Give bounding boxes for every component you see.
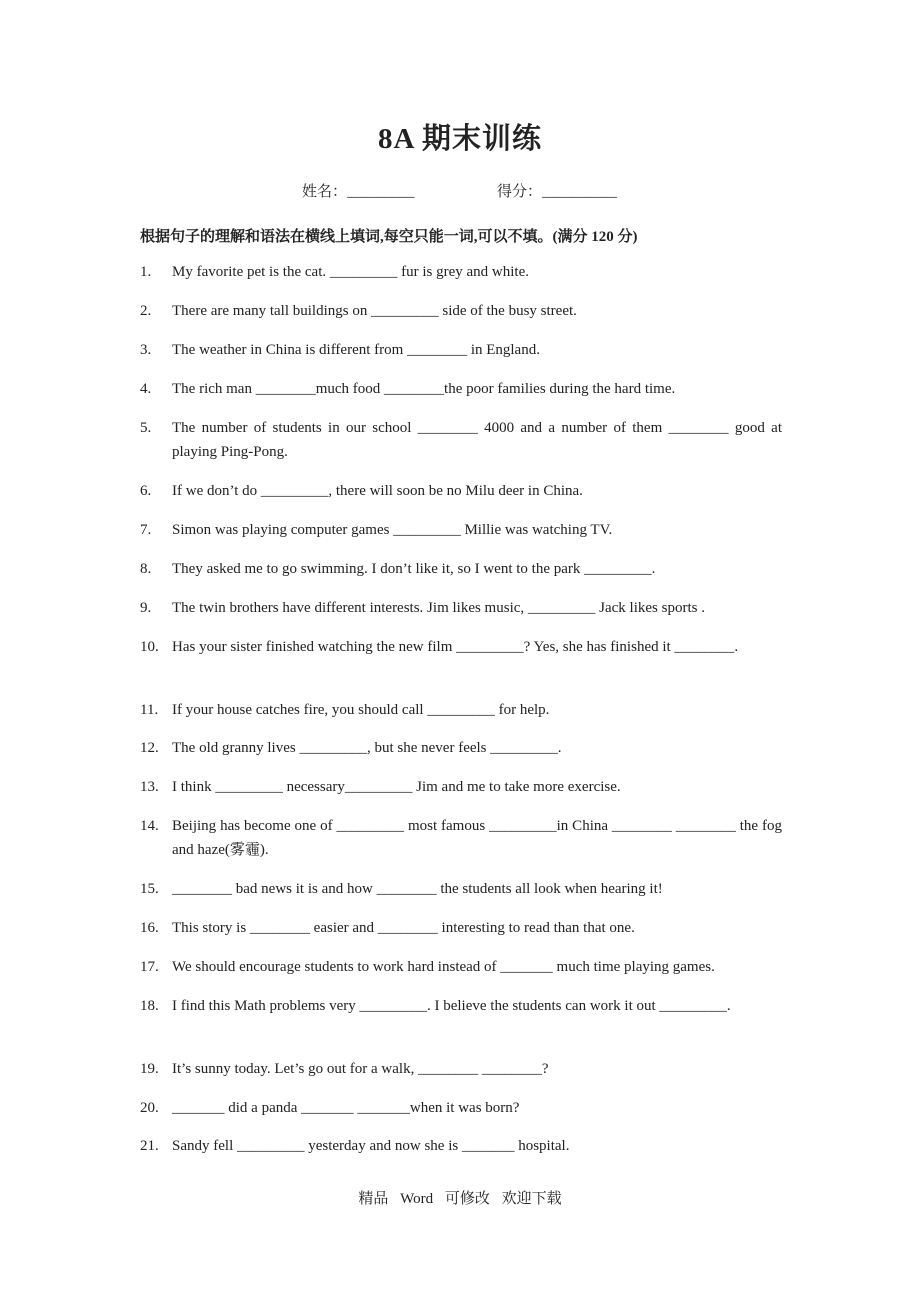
question-number: 17. — [140, 959, 159, 975]
question-item — [140, 1096, 782, 1120]
question-text: _______ did a panda _______ _______when it was born? — [172, 1100, 520, 1116]
question-item — [140, 635, 782, 659]
question-text: Beijing has become one of _________ most famous _________in China ________ ________ the fog and haze(雾霾). — [172, 818, 782, 858]
question-item — [140, 479, 782, 503]
question-item — [140, 596, 782, 620]
question-item — [140, 557, 782, 581]
question-number: 19. — [140, 1061, 159, 1077]
question-text: We should encourage students to work hard instead of _______ much time playing games. — [172, 959, 715, 975]
question-text: Has your sister finished watching the new film _________? Yes, she has finished it ________. — [172, 639, 739, 655]
name-field: 姓名：_________ — [302, 184, 415, 200]
question-number: 7. — [140, 522, 152, 538]
question-text: The number of students in our school ________ 4000 and a number of them ________ good at playing Ping-Pong. — [172, 420, 782, 460]
question-number: 6. — [140, 483, 152, 499]
question-text: My favorite pet is the cat. _________ fur is grey and white. — [172, 264, 529, 280]
question-item — [140, 299, 782, 323]
question-text: This story is ________ easier and ________ interesting to read than that one. — [172, 920, 635, 936]
question-item — [140, 698, 782, 722]
question-number: 2. — [140, 303, 152, 319]
question-number: 11. — [140, 702, 159, 718]
instructions: 根据句子的理解和语法在横线上填词,每空只能一词,可以不填。(满分 120 分) — [140, 229, 638, 245]
question-text: The twin brothers have different interests. Jim likes music, _________ Jack likes sports . — [172, 600, 705, 616]
page-footer: 精品 Word 可修改 欢迎下载 — [358, 1191, 562, 1207]
question-text: The old granny lives _________, but she never feels _________. — [172, 740, 562, 756]
question-item — [140, 260, 782, 284]
question-number: 14. — [140, 818, 159, 834]
question-text: Simon was playing computer games _________ Millie was watching TV. — [172, 522, 613, 538]
question-item — [140, 916, 782, 940]
question-number: 12. — [140, 740, 159, 756]
question-item — [140, 518, 782, 542]
question-text: I think _________ necessary_________ Jim and me to take more exercise. — [172, 779, 621, 795]
question-item — [140, 1057, 782, 1081]
question-number: 20. — [140, 1100, 159, 1116]
question-item — [140, 814, 782, 862]
question-number: 18. — [140, 998, 159, 1014]
question-item — [140, 338, 782, 362]
question-text: The rich man ________much food ________the poor families during the hard time. — [172, 381, 676, 397]
question-text: I find this Math problems very _________. I believe the students can work it out _________. — [172, 998, 731, 1014]
question-item — [140, 1134, 782, 1158]
question-item — [140, 994, 782, 1018]
question-text: There are many tall buildings on _________ side of the busy street. — [172, 303, 577, 319]
question-number: 3. — [140, 342, 152, 358]
question-number: 1. — [140, 264, 152, 280]
score-field: 得分：__________ — [497, 184, 618, 200]
question-item — [140, 416, 782, 464]
question-item — [140, 377, 782, 401]
question-number: 21. — [140, 1138, 159, 1154]
question-number: 16. — [140, 920, 159, 936]
question-text: If your house catches fire, you should call _________ for help. — [172, 702, 550, 718]
question-number: 9. — [140, 600, 152, 616]
question-text: They asked me to go swimming. I don’t like it, so I went to the park _________. — [172, 561, 656, 577]
question-number: 8. — [140, 561, 152, 577]
question-number: 13. — [140, 779, 159, 795]
question-number: 15. — [140, 881, 159, 897]
question-number: 5. — [140, 420, 152, 436]
question-text: It’s sunny today. Let’s go out for a walk, ________ ________? — [172, 1061, 549, 1077]
question-text: ________ bad news it is and how ________ the students all look when hearing it! — [172, 881, 663, 897]
question-item — [140, 775, 782, 799]
question-item — [140, 955, 782, 979]
question-number: 4. — [140, 381, 152, 397]
question-item — [140, 877, 782, 901]
question-item — [140, 736, 782, 760]
question-number: 10. — [140, 639, 159, 655]
question-text: Sandy fell _________ yesterday and now she is _______ hospital. — [172, 1138, 570, 1154]
page-title: 8A 期末训练 — [377, 123, 543, 155]
question-text: The weather in China is different from ________ in England. — [172, 342, 540, 358]
question-text: If we don’t do _________, there will soon be no Milu deer in China. — [172, 483, 583, 499]
